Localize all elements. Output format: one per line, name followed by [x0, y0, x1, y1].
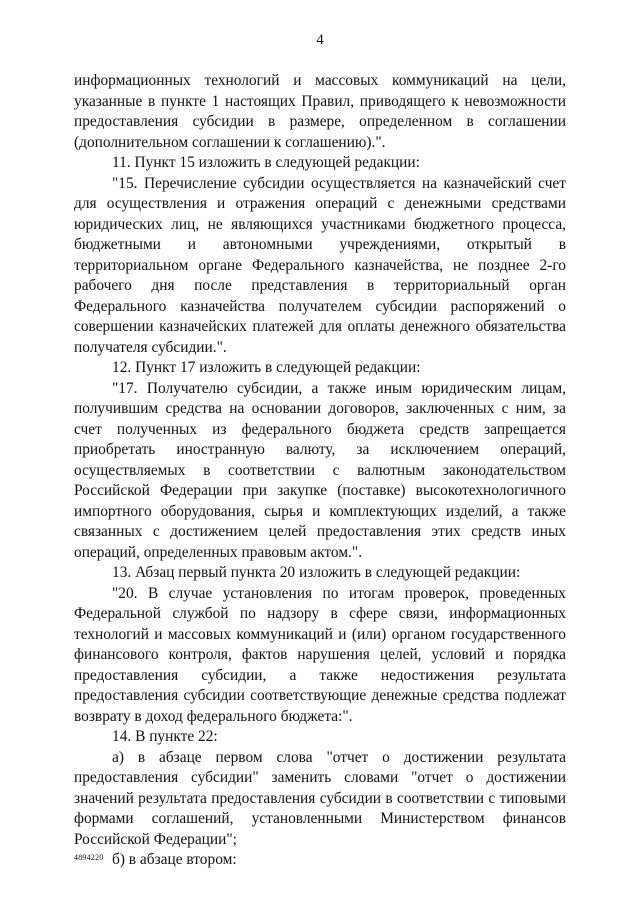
paragraph-subitem-a: а) в абзаце первом слова "отчет о достижении результата предоставления субсидии" заменить словами "отчет о достижении значений результата предоставления субсидии в соответствии с типовыми формами соглашений, установленными Министерством финансов Российской Федерации"; [74, 748, 566, 848]
paragraph-subitem-b: б) в абзаце втором: [112, 851, 237, 868]
paragraph-quote-20: "20. В случае установления по итогам проверок, проведенных Федеральной службой по надзору в сфере связи, информационных технологий и массовых коммуникаций и (или) органом государственного финансового контроля, фактов нарушения целей, условий и порядка предоставления субсидии, а также недостижения результата предоставления субсидии соответствующие денежные средства подлежат возврату в доход федерального бюджета:". [74, 584, 566, 725]
document-body [74, 71, 566, 871]
paragraph-item-12: 12. Пункт 17 изложить в следующей редакции: [112, 359, 421, 376]
paragraph-item-14: 14. В пункте 22: [112, 728, 218, 745]
document-code: 4894220 [74, 853, 104, 862]
page-number: 4 [316, 32, 324, 48]
paragraph-item-13: 13. Абзац первый пункта 20 изложить в следующей редакции: [112, 564, 521, 581]
paragraph-quote-17: "17. Получателю субсидии, а также иным юридическим лицам, получившим средства на основании договоров, заключенных с ним, за счет полученных из федерального бюджета средств запрещается приобретать иностранную валюту, за исключением операций, осуществляемых в соответствии с валютным законодательством Российской Федерации при закупке (поставке) высокотехнологичного импортного оборудования, сырья и комплектующих изделий, а также связанных с достижением целей предоставления этих средств иных операций, определенных правовым актом.". [74, 379, 566, 561]
paragraph-quote-15: "15. Перечисление субсидии осуществляется на казначейский счет для осуществления и отражения операций с денежными средствами юридических лиц, не являющихся участниками бюджетного процесса, бюджетными и автономными учреждениями, открытый в территориальном органе Федерального казначейства, не позднее 2-го рабочего дня после представления в территориальный орган Федерального казначейства получателем субсидии распоряжений о совершении казначейских платежей для оплаты денежного обязательства получателя субсидии.". [74, 174, 566, 356]
paragraph-continuation: информационных технологий и массовых коммуникаций на цели, указанные в пункте 1 настоящих Правил, приводящего к невозможности предоставления субсидии в размере, определенном в соглашении (дополнительном соглашении к соглашению).". [74, 72, 566, 151]
paragraph-item-11: 11. Пункт 15 изложить в следующей редакции: [112, 154, 420, 171]
